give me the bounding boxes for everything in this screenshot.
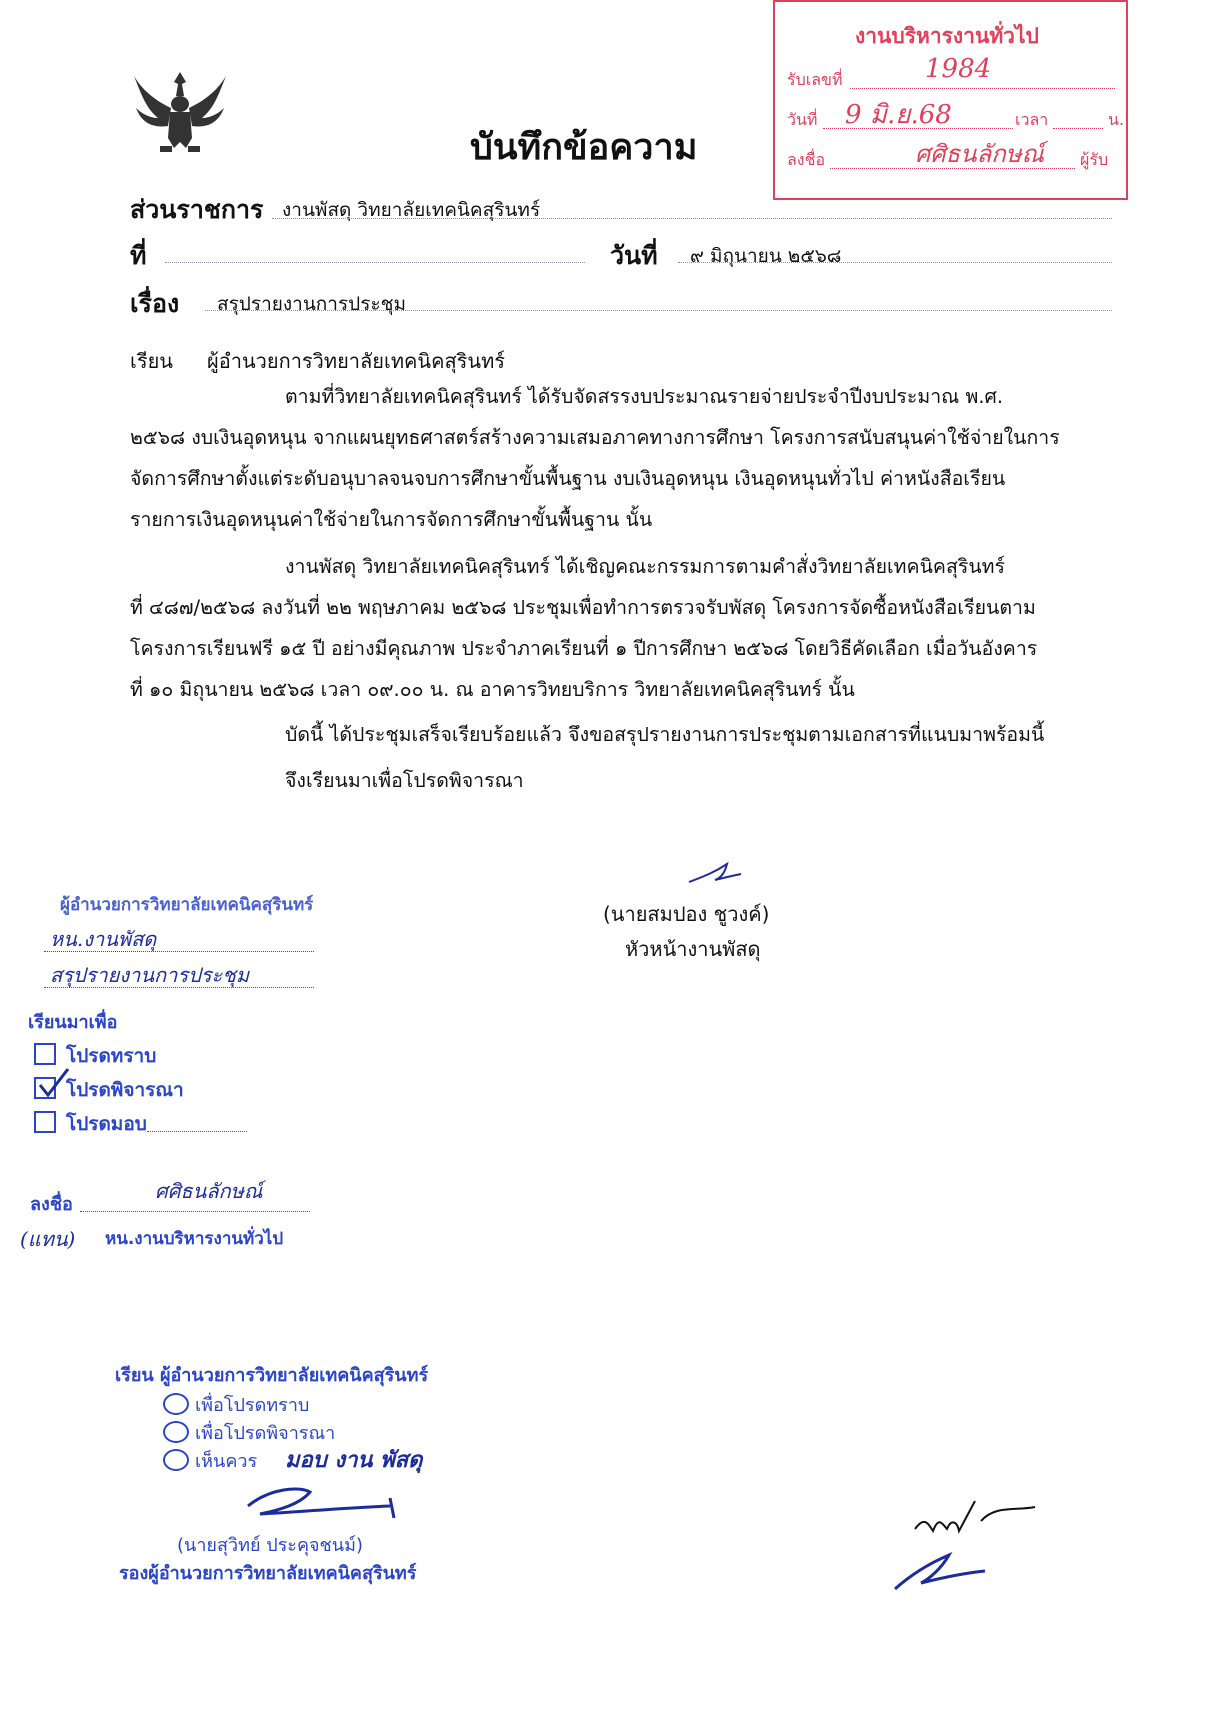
body-p2-line3: โครงการเรียนฟรี ๑๕ ปี อย่างมีคุณภาพ ประจำภาคเรียนที่ ๑ ปีการศึกษา ๒๕๖๘ โดยวิธีคัดเลือก เมื่อวันอังคาร <box>130 637 1038 660</box>
deputy-salutation: เรียน ผู้อำนวยการวิทยาลัยเทคนิคสุรินทร์ <box>115 1365 429 1386</box>
deputy-handwritten-note: มอบ งาน พัสดุ <box>285 1447 423 1473</box>
director-stamp-purpose-label: เรียนมาเพื่อ <box>28 1012 118 1033</box>
director-stamp-sign-value: ศศิธนลักษณ์ <box>155 1179 263 1203</box>
strike-mark-3 <box>163 1449 189 1471</box>
option-checkbox-1 <box>34 1043 56 1065</box>
receive-number-value: 1984 <box>925 54 992 84</box>
receive-sign-label: ลงชื่อ <box>787 150 826 169</box>
body-p2-line1: งานพัสดุ วิทยาลัยเทคนิคสุรินทร์ ได้เชิญคณะกรรมการตามคำสั่งวิทยาลัยเทคนิคสุรินทร์ <box>285 555 1005 578</box>
option-label-1: โปรดทราบ <box>66 1045 157 1067</box>
director-stamp-signer-prefix: (แทน) <box>20 1227 76 1251</box>
body-p3: บัดนี้ ได้ประชุมเสร็จเรียบร้อยแล้ว จึงขอสรุปรายงานการประชุมตามเอกสารที่แนบมาพร้อมนี้ <box>285 723 1045 746</box>
director-routing-stamp <box>22 885 322 1135</box>
salutation-label: เรียน <box>130 349 173 373</box>
receive-receiver-label: ผู้รับ <box>1080 150 1109 169</box>
deputy-item-1: เพื่อโปรดทราบ <box>195 1395 310 1416</box>
receive-time-label: เวลา <box>1015 110 1049 129</box>
signer-signature <box>685 858 745 892</box>
option-label-3: โปรดมอบ <box>66 1113 147 1135</box>
body-p1-line2: ๒๕๖๘ งบเงินอุดหนุน จากแผนยุทธศาสตร์สร้างความเสมอภาคทางการศึกษา โครงการสนับสนุนค่าใช้จ่ายในการ <box>130 426 1060 449</box>
option-checkbox-3 <box>34 1111 56 1133</box>
director-stamp-handwritten-2: สรุปรายงานการประชุม <box>50 963 250 987</box>
director-stamp-sign-label: ลงชื่อ <box>30 1194 73 1215</box>
date-label: วันที่ <box>610 241 658 270</box>
receive-number-label: รับเลขที่ <box>787 70 843 89</box>
strike-mark-1 <box>163 1393 189 1415</box>
body-p1-line1: ตามที่วิทยาลัยเทคนิคสุรินทร์ ได้รับจัดสรรงบประมาณรายจ่ายประจำปีงบประมาณ พ.ศ. <box>285 385 1004 408</box>
receive-date-label: วันที่ <box>787 110 818 129</box>
ref-label: ที่ <box>130 241 147 270</box>
strike-mark-2 <box>163 1421 189 1443</box>
deputy-position: รองผู้อำนวยการวิทยาลัยเทคนิคสุรินทร์ <box>119 1563 417 1584</box>
deputy-item-3: เห็นควร <box>195 1451 258 1472</box>
body-p4: จึงเรียนมาเพื่อโปรดพิจารณา <box>285 769 524 792</box>
receive-sign-value: ศศิธนลักษณ์ <box>915 140 1044 168</box>
option-label-2: โปรดพิจารณา <box>66 1079 184 1101</box>
receive-time-suffix: น. <box>1108 110 1125 129</box>
garuda-emblem <box>130 68 230 158</box>
receive-stamp-title: งานบริหารงานทั่วไป <box>855 24 1039 48</box>
director-stamp-signature-block <box>20 1175 320 1255</box>
deputy-signature <box>240 1478 440 1532</box>
director-stamp-signer-title: หน.งานบริหารงานทั่วไป <box>105 1229 284 1249</box>
director-signature <box>885 1485 1045 1609</box>
director-stamp-header: ผู้อำนวยการวิทยาลัยเทคนิคสุรินทร์ <box>60 895 314 915</box>
signer-name: (นายสมปอง ชูวงค์) <box>603 902 770 926</box>
salutation-value: ผู้อำนวยการวิทยาลัยเทคนิคสุรินทร์ <box>207 349 505 373</box>
deputy-item-2: เพื่อโปรดพิจารณา <box>195 1423 336 1444</box>
agency-value: งานพัสดุ วิทยาลัยเทคนิคสุรินทร์ <box>282 199 541 221</box>
memo-title: บันทึกข้อความ <box>470 127 698 168</box>
signer-position: หัวหน้างานพัสดุ <box>625 937 761 961</box>
agency-label: ส่วนราชการ <box>130 195 264 224</box>
body-p2-line4: ที่ ๑๐ มิถุนายน ๒๕๖๘ เวลา ๐๙.๐๐ น. ณ อาคารวิทยบริการ วิทยาลัยเทคนิคสุรินทร์ นั้น <box>130 678 855 701</box>
subject-label: เรื่อง <box>130 289 180 318</box>
body-p1-line4: รายการเงินอุดหนุนค่าใช้จ่ายในการจัดการศึกษาขั้นพื้นฐาน นั้น <box>130 508 653 531</box>
body-p1-line3: จัดการศึกษาตั้งแต่ระดับอนุบาลจนจบการศึกษาขั้นพื้นฐาน งบเงินอุดหนุน เงินอุดหนุนทั่วไป ค่าหนังสือเรียน <box>130 467 1006 490</box>
body-p2-line2: ที่ ๔๘๗/๒๕๖๘ ลงวันที่ ๒๒ พฤษภาคม ๒๕๖๘ ประชุมเพื่อทำการตรวจรับพัสดุ โครงการจัดซื้อหนังสือเรียนตาม <box>130 596 1036 619</box>
director-stamp-handwritten-1: หน.งานพัสดุ <box>50 927 157 951</box>
receive-date-value: 9 มิ.ย.68 <box>845 100 952 130</box>
receive-stamp <box>773 0 1128 200</box>
date-value: ๙ มิถุนายน ๒๕๖๘ <box>690 245 842 267</box>
subject-value: สรุปรายงานการประชุม <box>217 293 407 315</box>
deputy-name: (นายสุวิทย์ ประคุจชนม์) <box>177 1535 363 1556</box>
